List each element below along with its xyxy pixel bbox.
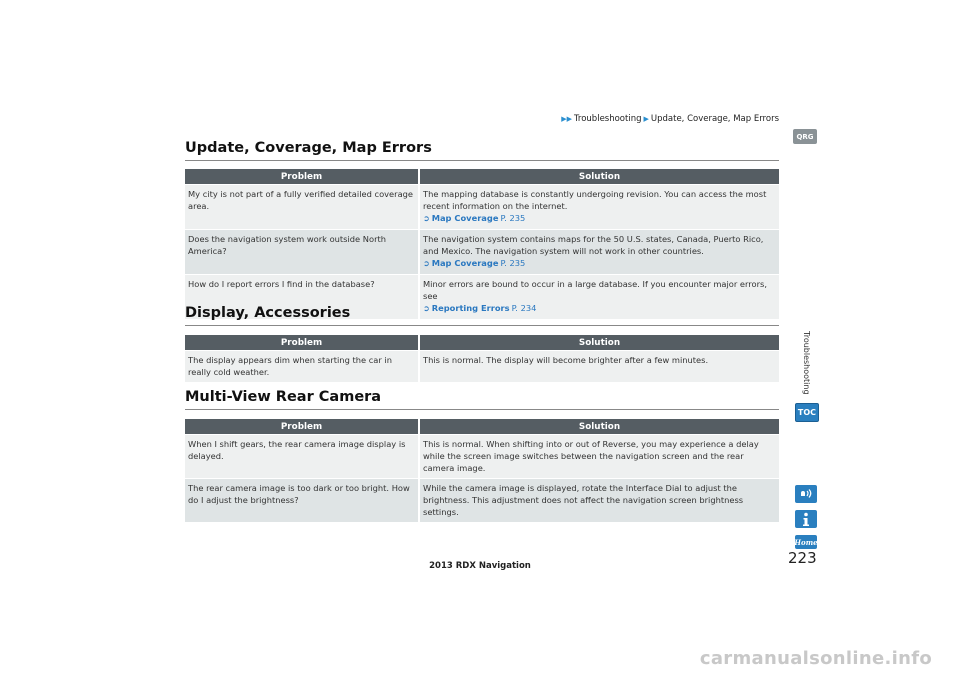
table-row: [185, 435, 779, 479]
reference-link[interactable]: Map Coverage: [431, 258, 499, 268]
column-header-solution: Solution: [419, 169, 779, 185]
section-title-display-accessories: Display, Accessories: [185, 305, 779, 326]
breadcrumb-item-troubleshooting[interactable]: Troubleshooting: [573, 114, 642, 124]
reference-arrow-icon: ➲: [423, 304, 430, 313]
chapter-label: Troubleshooting: [802, 331, 811, 395]
column-header-solution: Solution: [419, 335, 779, 351]
toc-tab[interactable]: TOC: [795, 403, 819, 422]
solution-cell: [419, 185, 779, 230]
reference-arrow-icon: ➲: [423, 259, 430, 268]
table-update-coverage: [185, 169, 779, 319]
reference-page[interactable]: P. 234: [511, 303, 537, 313]
voice-command-icon[interactable]: [795, 485, 817, 503]
reference-link[interactable]: Map Coverage: [431, 213, 499, 223]
table-row: [185, 351, 779, 383]
home-icon[interactable]: [795, 535, 817, 549]
watermark: carmanualsonline.info: [699, 648, 932, 669]
table-row: [185, 185, 779, 230]
section-title-rear-camera: Multi-View Rear Camera: [185, 389, 779, 410]
home-label: Home: [794, 537, 818, 547]
column-header-problem: Problem: [185, 169, 419, 185]
reference-page[interactable]: P. 235: [500, 258, 526, 268]
breadcrumb: [561, 114, 779, 124]
table-header-row: [185, 335, 779, 351]
problem-cell: How do I report errors I find in the database?: [185, 275, 419, 320]
reference-link[interactable]: Reporting Errors: [431, 303, 510, 313]
problem-cell: My city is not part of a fully verified detailed coverage area.: [185, 185, 419, 230]
column-header-problem: Problem: [185, 335, 419, 351]
cross-reference[interactable]: [423, 212, 775, 225]
problem-cell: The display appears dim when starting the car in really cold weather.: [185, 351, 419, 383]
info-icon[interactable]: [795, 510, 817, 528]
reference-arrow-icon: ➲: [423, 214, 430, 223]
reference-page[interactable]: P. 235: [500, 213, 526, 223]
table-rear-camera: [185, 419, 779, 522]
table-display-accessories: [185, 335, 779, 382]
problem-cell: When I shift gears, the rear camera image display is delayed.: [185, 435, 419, 479]
table-header-row: [185, 169, 779, 185]
breadcrumb-arrow-icon: ▶: [643, 115, 649, 123]
table-header-row: [185, 419, 779, 435]
solution-cell: This is normal. When shifting into or out of Reverse, you may experience a delay while the screen image switches between the navigation screen and the rear camera image.: [419, 435, 779, 479]
cross-reference[interactable]: [423, 257, 775, 270]
problem-cell: The rear camera image is too dark or too bright. How do I adjust the brightness?: [185, 479, 419, 523]
solution-cell: While the camera image is displayed, rotate the Interface Dial to adjust the brightness. This adjustment does not affect the navigation screen brightness settings.: [419, 479, 779, 523]
section-title-update-coverage: Update, Coverage, Map Errors: [185, 140, 779, 161]
footer-title: 2013 RDX Navigation: [429, 561, 531, 571]
table-row: [185, 479, 779, 523]
table-row: [185, 230, 779, 275]
solution-text: The mapping database is constantly undergoing revision. You can access the most recent information on the internet.: [423, 189, 767, 211]
qrg-tab[interactable]: QRG: [793, 129, 817, 144]
problem-cell: Does the navigation system work outside North America?: [185, 230, 419, 275]
solution-cell: This is normal. The display will become brighter after a few minutes.: [419, 351, 779, 383]
page-number: 223: [788, 549, 817, 567]
breadcrumb-item-current: Update, Coverage, Map Errors: [650, 114, 779, 124]
column-header-problem: Problem: [185, 419, 419, 435]
solution-cell: [419, 230, 779, 275]
solution-text: The navigation system contains maps for the 50 U.S. states, Canada, Puerto Rico, and Mexico. The navigation system will not work in other countries.: [423, 234, 764, 256]
column-header-solution: Solution: [419, 419, 779, 435]
solution-text: Minor errors are bound to occur in a large database. If you encounter major errors, see: [423, 279, 767, 301]
breadcrumb-arrow-icon: ▶▶: [561, 115, 572, 123]
